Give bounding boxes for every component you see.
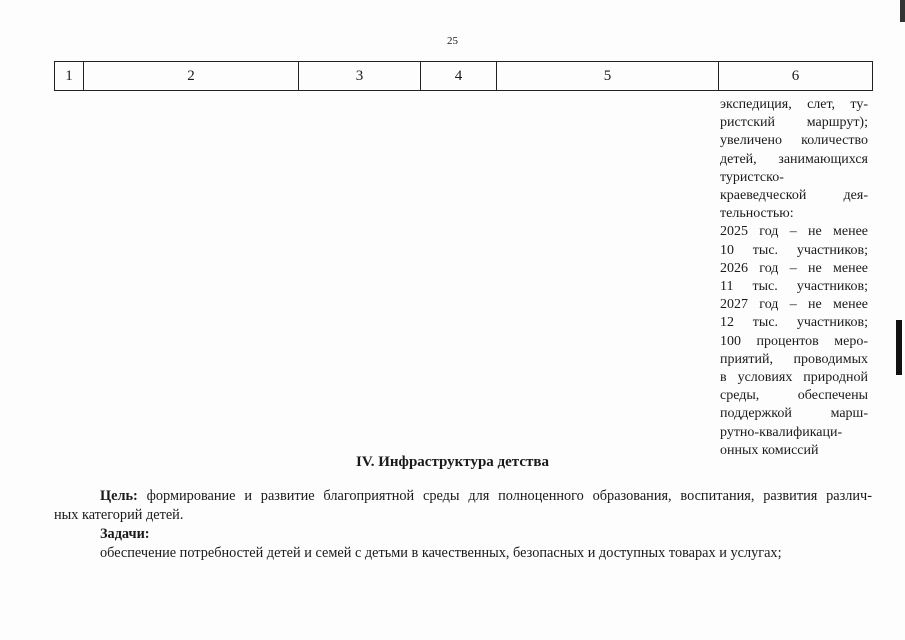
text-line: увеличено количество	[720, 133, 868, 149]
text-line: 10 тыс. участников;	[720, 242, 868, 258]
text-line: онных комиссий	[720, 442, 819, 458]
scan-edge-mark	[900, 0, 905, 22]
text-line: экспедиция, слет, ту-	[720, 97, 868, 112]
text-line: приятий, проводимых	[720, 351, 868, 367]
goal-paragraph	[54, 487, 872, 525]
page-number: 25	[447, 35, 458, 47]
column-6-text	[720, 96, 868, 460]
text-line: тельностью:	[720, 206, 794, 222]
text-line: 11 тыс. участников;	[720, 279, 868, 295]
text-line: 2027 год – не менее	[720, 297, 868, 313]
scan-edge-mark	[896, 320, 902, 375]
text-line: 12 тыс. участников;	[720, 315, 868, 331]
text-line: 2026 год – не менее	[720, 260, 868, 276]
task-item: обеспечение потребностей детей и семей с детьми в качественных, безопасных и доступных товарах и услугах;	[100, 545, 782, 561]
text-line: в условиях природной	[720, 370, 868, 386]
text-line: туристско-	[720, 169, 784, 185]
text-line: среды, обеспечены	[720, 388, 868, 404]
column-number-4: 4	[421, 62, 497, 91]
text-line: поддержкой марш-	[720, 406, 868, 422]
column-number-3: 3	[299, 62, 421, 91]
text-line: ристский маршрут);	[720, 115, 868, 131]
column-number-6: 6	[719, 62, 873, 91]
column-number-1: 1	[55, 62, 84, 91]
table-header	[54, 61, 873, 91]
section-title: IV. Инфраструктура детства	[356, 454, 549, 470]
text-line: детей, занимающихся	[720, 151, 868, 167]
text-line: 100 процентов меро-	[720, 333, 868, 349]
goal-text-line-1: формирование и развитие благоприятной среды для полноценного образования, воспитания, развития различ-	[137, 488, 872, 504]
text-line: 2025 год – не менее	[720, 224, 868, 240]
column-number-2: 2	[84, 62, 299, 91]
column-number-5: 5	[497, 62, 719, 91]
goal-text-line-2: ных категорий детей.	[54, 507, 184, 523]
goal-label: Цель:	[100, 488, 138, 504]
text-line: краеведческой дея-	[720, 188, 868, 204]
tasks-label: Задачи:	[100, 526, 150, 542]
text-line: рутно-квалификаци-	[720, 424, 843, 440]
